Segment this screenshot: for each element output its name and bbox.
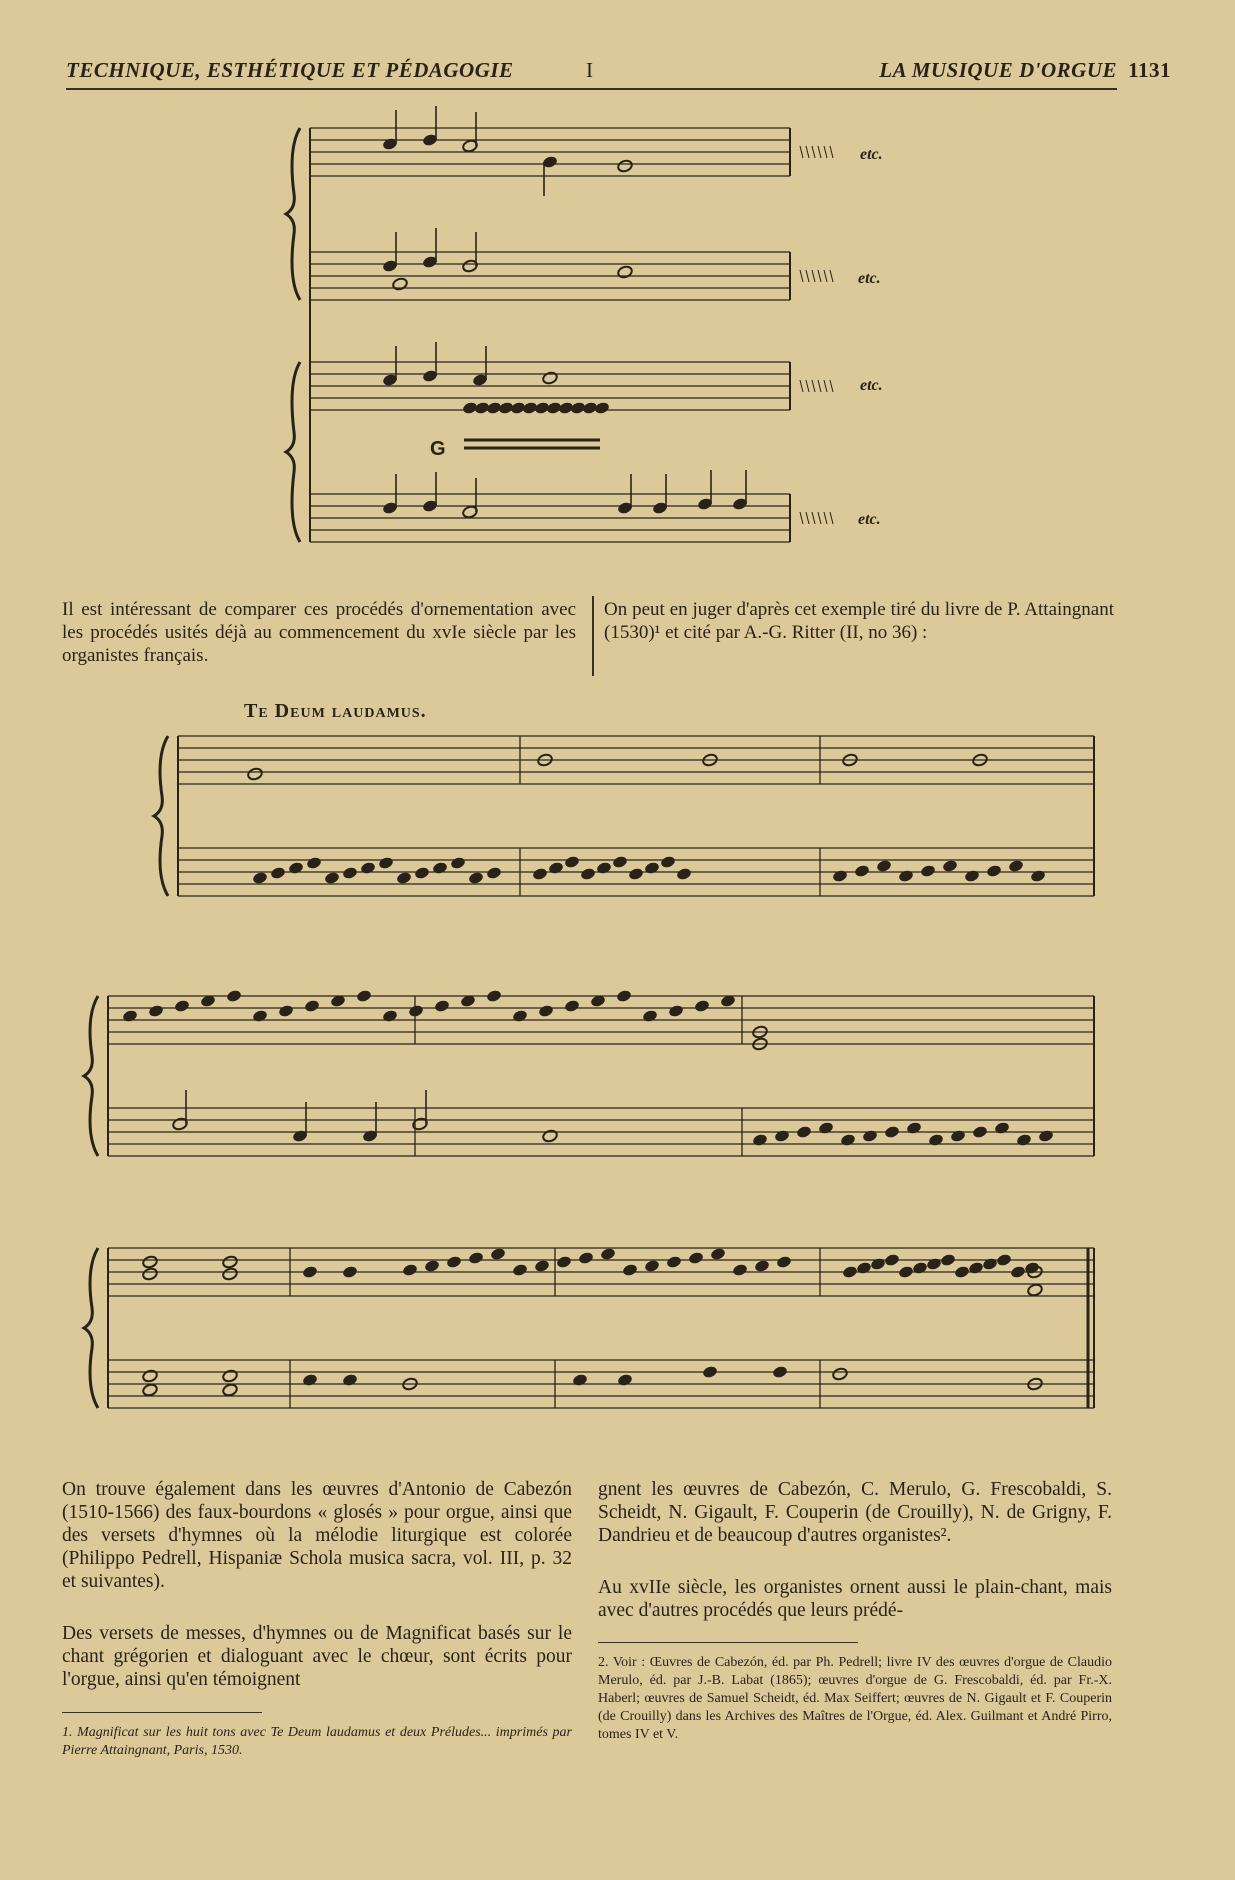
footnote-rule-left bbox=[62, 1712, 262, 1713]
intro-right-paragraph: On peut en juger d'après cet exemple tiré du livre de P. Attaingnant (1530)¹ et cité par A.-G. Ritter (II, no 36) : bbox=[604, 599, 1114, 643]
intro-left-paragraph: Il est intéressant de comparer ces procédés d'ornementation avec les procédés usités déjà au commencement du xvIe siècle par les organistes français. bbox=[62, 599, 576, 666]
header-right-title: LA MUSIQUE D'ORGUE bbox=[879, 58, 1117, 82]
etc-label-3: etc. bbox=[860, 377, 883, 394]
etc-label-2: etc. bbox=[858, 270, 881, 287]
piece-title: Te Deum laudamus. bbox=[244, 700, 427, 722]
footnote-rule-right bbox=[598, 1642, 858, 1643]
body-right-paragraph-2: Au xvIIe siècle, les organistes ornent aussi le plain-chant, mais avec d'autres procédés que leurs prédé- bbox=[598, 1577, 1112, 1621]
body-right-paragraph-1: gnent les œuvres de Cabezón, C. Merulo, G. Frescobaldi, S. Scheidt, N. Gigault, F. Couperin (de Crouilly), N. de Grigny, F. Dandrieu et de beaucoup d'autres organistes². bbox=[598, 1479, 1112, 1546]
header-separator: I bbox=[586, 58, 594, 82]
body-left-paragraph-1: On trouve également dans les œuvres d'Antonio de Cabezón (1510-1566) des faux-bourdons « glosés » pour orgue, ainsi que des versets d'hymnes où la mélodie liturgique est colorée (Philippo Pedrell, Hispaniæ Schola musica sacra, vol. III, p. 32 et suivantes). bbox=[62, 1479, 572, 1592]
header-left-title: TECHNIQUE, ESTHÉTIQUE ET PÉDAGOGIE bbox=[66, 58, 514, 82]
footnote-1: 1. Magnificat sur les huit tons avec Te Deum laudamus et deux Préludes... imprimés par Pierre Attaingnant, Paris, 1530. bbox=[62, 1725, 572, 1758]
staff-mark-g: G bbox=[430, 438, 446, 460]
etc-label-4: etc. bbox=[858, 511, 881, 528]
etc-label-1: etc. bbox=[860, 146, 883, 163]
page-number: 1131 bbox=[1128, 58, 1171, 82]
footnote-2: 2. Voir : Œuvres de Cabezón, éd. par Ph. Pedrell; livre IV des œuvres d'orgue de Claudio Merulo, éd. par J.-B. Labat (1865); œuvres d'orgue de G. Frescobaldi, éd. par Fr.-X. Haberl; œuvres de Samuel Scheidt, éd. Max Seiffert; œuvres de N. Gigault et F. Couperin (de Crouilly) dans les Archives des Maîtres de l'Orgue, éd. Alex. Guilmant et André Pirro, tomes IV et V. bbox=[598, 1655, 1112, 1742]
body-left-paragraph-2: Des versets de messes, d'hymnes ou de Magnificat basés sur le chant grégorien et dialoguant avec le chœur, sont écrits pour l'orgue, ainsi qu'en témoignent bbox=[62, 1623, 572, 1690]
column-divider bbox=[592, 596, 594, 676]
